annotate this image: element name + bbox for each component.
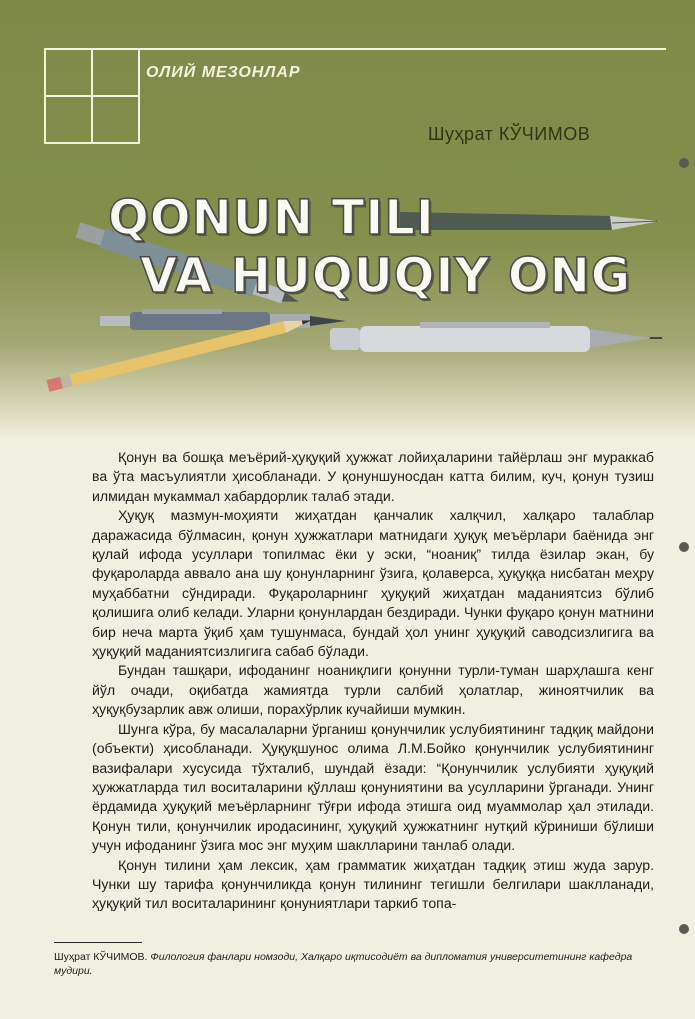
decorative-grid: [44, 48, 140, 144]
body-paragraph: Бундан ташқари, ифоданинг ноаниқлиги қонунни турли-туман шарҳлашга кенг йўл очади, оқибатда жамиятда турли салбий ҳолатлар, жиноятчилик ва ҳуқуқбузарлик авж олиши, порахўрлик кучайиши мумкин.: [92, 662, 654, 718]
article-header: [0, 0, 695, 440]
footnote-description: Филология фанлари номзоди, Халқаро иқтисодиёт ва дипломатия университетининг кафедра мудири.: [54, 951, 633, 977]
article-body: [92, 448, 654, 914]
body-paragraph: Қонун ва бошқа меъёрий-ҳуқуқий ҳужжат лойиҳаларини тайёрлаш энг мураккаб ва ўта масъулиятли ҳисобланади. У қонуншуносдан катта билим, куч, қонун тузиш илмидан мукаммал хабардорлик талаб этади.: [92, 449, 654, 504]
binding-hole-icon: [679, 542, 689, 552]
section-label: ОЛИЙ МЕЗОНЛАР: [146, 64, 301, 81]
article-title-line-1: QONUN TILI: [108, 190, 435, 246]
body-paragraph: Ҳуқуқ мазмун-моҳияти жиҳатдан қанчалик халқчил, халқаро талаблар даражасида бўлмасин, қонун ҳужжатлари матнидаги ҳуқуқ меъёрлари баёнида энг қулай ифода усуллари топилмас ёки у эски, “ноаниқ” тилда ёзилар экан, бу фуқароларда аввало ана шу қонунларнинг ўзига, қолаверса, ҳуқуққа нисбатан меҳру муҳаббатни сўндиради. Фуқароларнинг ҳуқуқий жиҳатдан маданиятсиз бўлиб қолишига олиб келади. Уларни қонунлардан бездиради. Чунки фуқаро қонун матнини бир неча марта ўқиб ҳам тушунмаса, бундай ҳол унинг ҳуқуқий саводсизлигига ва ҳуқуқий маданиятсизлигига сабаб бўлади.: [92, 507, 654, 660]
article-author: Шуҳрат КЎЧИМОВ: [428, 124, 591, 144]
binding-hole-icon: [679, 924, 689, 934]
footnote-rule: [54, 942, 142, 943]
body-paragraph: Шунга кўра, бу масалаларни ўрганиш қонунчилик услубиятининг тадқиқ майдони (объекти) ҳисобланади. Ҳуқуқшунос олима Л.М.Бойко қонунчилик услубиятининг вазифалари хусусида тўхталиб, шундай ёзади: “Қонунчилик услубияти ҳуқуқий ҳужжатларда тил воситаларини қўллаш қонуниятини ва усулларини ўрганади. Унинг ёрдамида ҳуқуқий меъёрларнинг тўғри ифода этишга оид муаммолар ҳал этилади. Қонун тили, қонунчилик иродасининг, ҳуқуқий ҳужжатнинг нутқий кўриниши бўлиши учун ифоданинг ўзига мос энг муҳим шаклларини танлаб олади.: [92, 720, 654, 854]
fountain-pen-icon: [400, 212, 660, 230]
silver-pen-icon: [330, 322, 662, 352]
header-rule: [110, 48, 666, 50]
ballpoint-pen-icon: [100, 309, 346, 330]
body-paragraph: Қонун тилини ҳам лексик, ҳам грамматик жиҳатдан тадқиқ этиш жуда зарур. Чунки шу тарифа қонунчиликда қонун тилининг тегишли белгилари шаклланади, ҳуқуқий тил воситаларининг қонуниятлари таркиб топа-: [92, 856, 654, 912]
footnote: [54, 950, 650, 978]
article-title-line-2: VA HUQUQIY ONG: [140, 248, 632, 304]
binding-hole-icon: [679, 158, 689, 168]
footnote-author: Шуҳрат КЎЧИМОВ.: [54, 951, 148, 963]
